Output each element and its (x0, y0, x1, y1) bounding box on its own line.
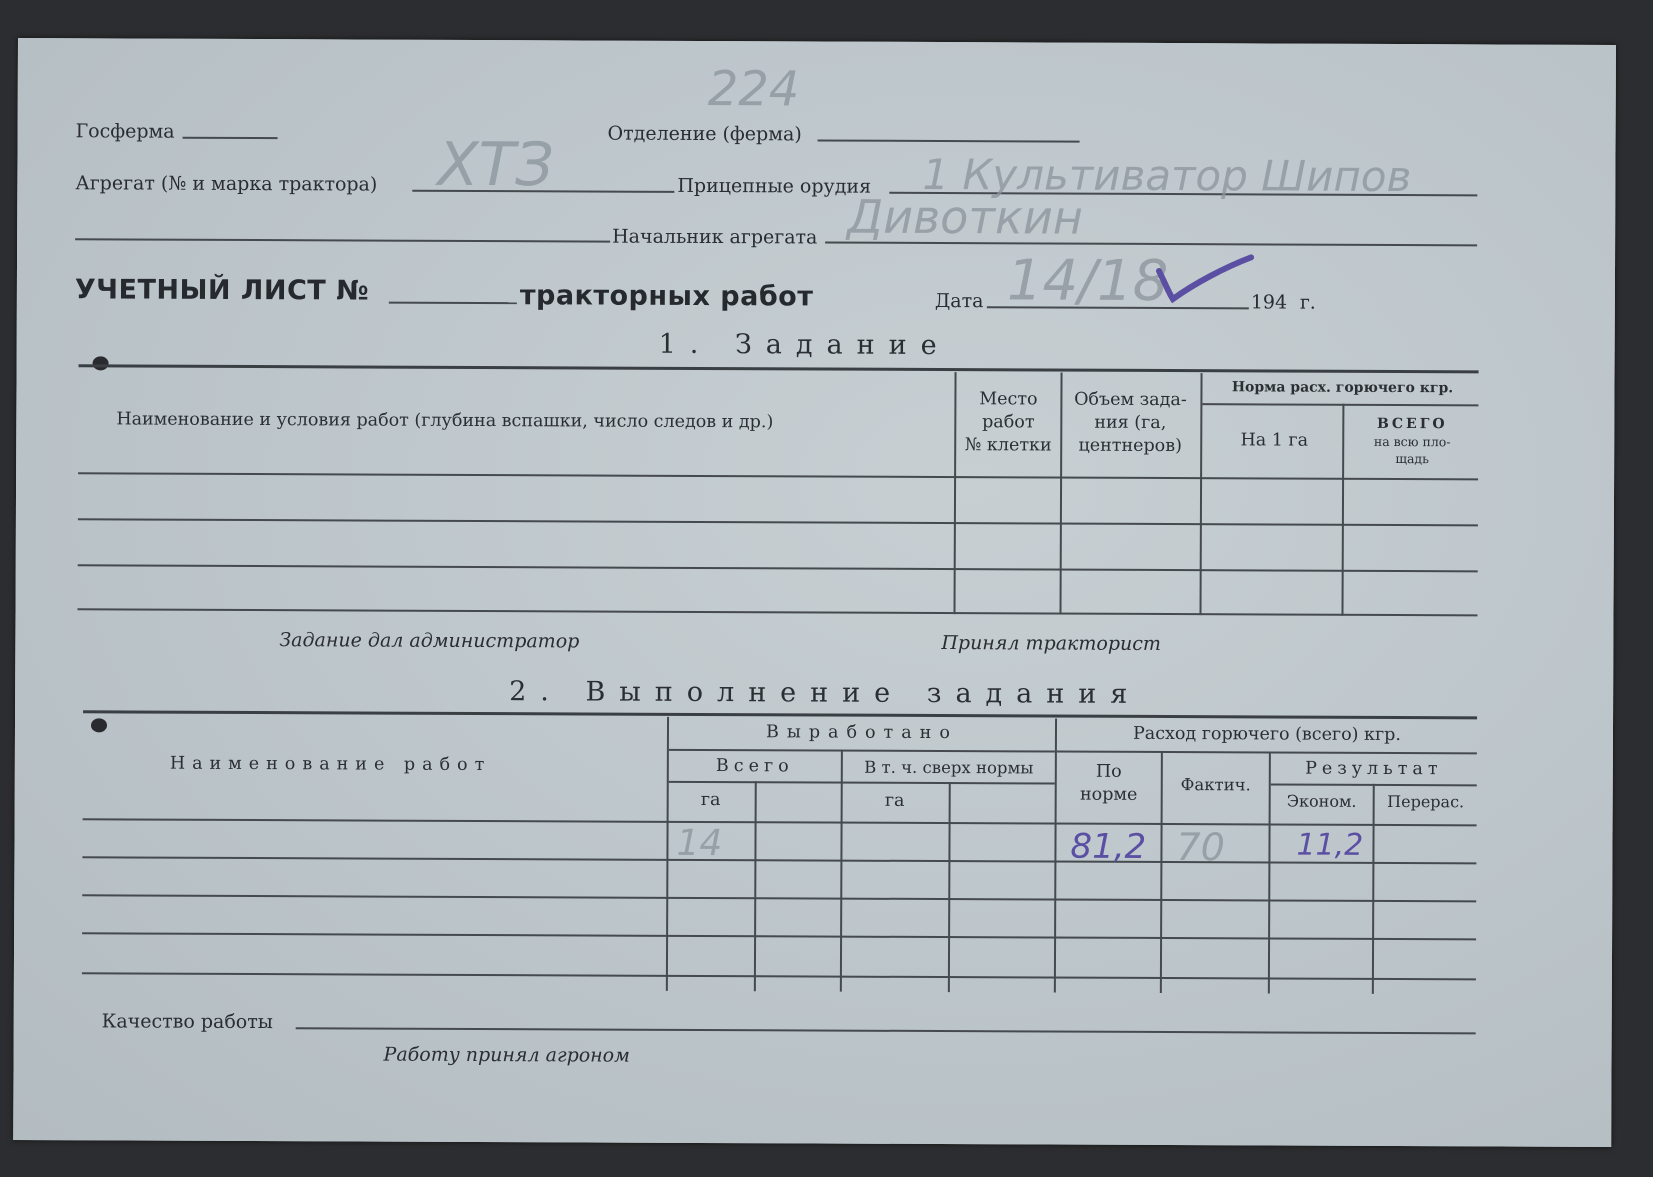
s1-col-volume-line2: ния (га, (1094, 412, 1167, 434)
s2-fuel-rule (1057, 751, 1477, 754)
s2-col-econ: Эконом. (1286, 791, 1357, 811)
unit-label: Агрегат (№ и марка трактора) (75, 172, 378, 196)
s2-unit-ha-1: га (700, 789, 721, 811)
farm-field[interactable] (183, 137, 278, 139)
s2-header-rule (83, 818, 1477, 826)
s1-col-total-line2: на всю пло- (1373, 433, 1451, 450)
s1-col-volume (1062, 389, 1198, 459)
s2-divider-5 (1054, 719, 1057, 993)
s1-divider-4 (1341, 404, 1344, 616)
s2-row1-total-ha: 14 (676, 822, 723, 865)
s2-col-done: Выработано (766, 722, 958, 744)
s2-row-rule[interactable] (82, 856, 1476, 864)
quality-field[interactable] (296, 1027, 1476, 1034)
section2-heading: 2. Выполнение задания (509, 676, 1142, 710)
s2-divider-6 (1160, 751, 1163, 993)
s1-row-rule[interactable] (78, 564, 1478, 572)
s2-row-rule[interactable] (82, 932, 1476, 940)
s1-col-total-line3: щадь (1395, 451, 1429, 467)
s1-divider-1 (953, 372, 956, 614)
sheet-number-field[interactable] (389, 302, 517, 304)
signature-admin: Задание дал администратор (279, 629, 580, 653)
s2-col-norm-line2: норме (1079, 784, 1138, 805)
signature-driver: Принял тракторист (941, 632, 1161, 655)
s1-row-rule[interactable] (78, 518, 1478, 526)
sheet-title-right: тракторных работ (519, 280, 814, 313)
s1-col-name: Наименование и условия работ (глубина вспашки, число следов и др.) (116, 409, 774, 433)
s1-norm-group-rule (1202, 403, 1478, 406)
punch-hole (91, 718, 107, 732)
s2-divider-8 (1372, 784, 1375, 994)
quality-label: Качество работы (101, 1010, 273, 1034)
s2-bottom-rule (82, 972, 1476, 980)
chief-value: Дивоткин (847, 189, 1083, 245)
s2-col-result: Результат (1305, 758, 1443, 780)
extra-field[interactable] (75, 238, 610, 242)
s2-divider-4 (948, 782, 951, 992)
s2-divider-2 (754, 781, 757, 991)
s2-done-rule (669, 749, 1055, 752)
s2-row1-by-norm: 81,2 (1070, 826, 1147, 867)
sheet-title-left: УЧЕТНЫЙ ЛИСТ № (74, 274, 370, 307)
s2-col-norm (1057, 761, 1161, 807)
s1-bottom-rule (78, 608, 1478, 616)
s2-divider-7 (1268, 751, 1271, 993)
year-suffix: г. (1299, 291, 1316, 314)
date-label: Дата (934, 290, 984, 313)
s1-divider-3 (1199, 373, 1202, 615)
date-value: 14/18 (1006, 248, 1169, 315)
accounting-sheet (13, 38, 1616, 1147)
farm-label: Госферма (75, 120, 175, 143)
year-prefix: 194 (1250, 291, 1288, 314)
implements-label: Прицепные орудия (677, 174, 872, 198)
s2-col-over: В т. ч. сверх нормы (864, 757, 1034, 778)
s1-col-place-line1: Место (979, 389, 1038, 410)
implements-value: 1 Культиватор Шипов (922, 149, 1412, 202)
s2-col-over-use: Перерас. (1387, 791, 1465, 812)
s2-col-norm-line1: По (1095, 761, 1122, 782)
s2-divider-1 (666, 717, 669, 991)
s1-col-place-line2: работ (982, 412, 1035, 433)
s2-col-actual: Фактич. (1180, 775, 1251, 795)
s2-col-name: Наименование работ (169, 753, 492, 776)
s1-col-place (956, 388, 1060, 457)
s2-row-rule[interactable] (82, 894, 1476, 902)
s2-col-total: Всего (715, 756, 794, 777)
s2-sub-rule (669, 781, 1055, 784)
s1-col-total (1346, 416, 1478, 468)
unit-value: ХТЗ (437, 129, 554, 201)
s2-col-fuel: Расход горючего (всего) кгр. (1132, 723, 1401, 746)
section2-top-rule (83, 710, 1477, 719)
s1-col-place-line3: № клетки (964, 435, 1052, 456)
s1-divider-2 (1059, 373, 1062, 615)
checkmark-icon (1155, 253, 1255, 307)
section1-top-rule (79, 364, 1479, 373)
s1-header-rule (78, 472, 1478, 480)
s1-col-volume-line3: центнеров) (1078, 435, 1182, 457)
section1-heading: 1. Задание (658, 328, 951, 362)
pencil-sheet-number: 224 (707, 61, 800, 118)
s2-row1-econ: 11,2 (1296, 827, 1364, 863)
division-field[interactable] (818, 139, 1080, 142)
s1-col-per-ha: На 1 га (1240, 430, 1309, 451)
chief-label: Начальник агрегата (612, 225, 818, 249)
s2-divider-3 (840, 750, 843, 992)
s2-row1-actual: 70 (1176, 825, 1225, 870)
s1-col-volume-line1: Объем зада- (1074, 389, 1187, 411)
s1-col-norm-group: Норма расх. горючего кгр. (1231, 379, 1454, 397)
s2-unit-ha-2: га (884, 790, 905, 811)
s1-col-total-line1: ВСЕГО (1377, 415, 1448, 433)
accepted-label: Работу принял агроном (383, 1043, 630, 1067)
division-label: Отделение (ферма) (607, 122, 802, 146)
